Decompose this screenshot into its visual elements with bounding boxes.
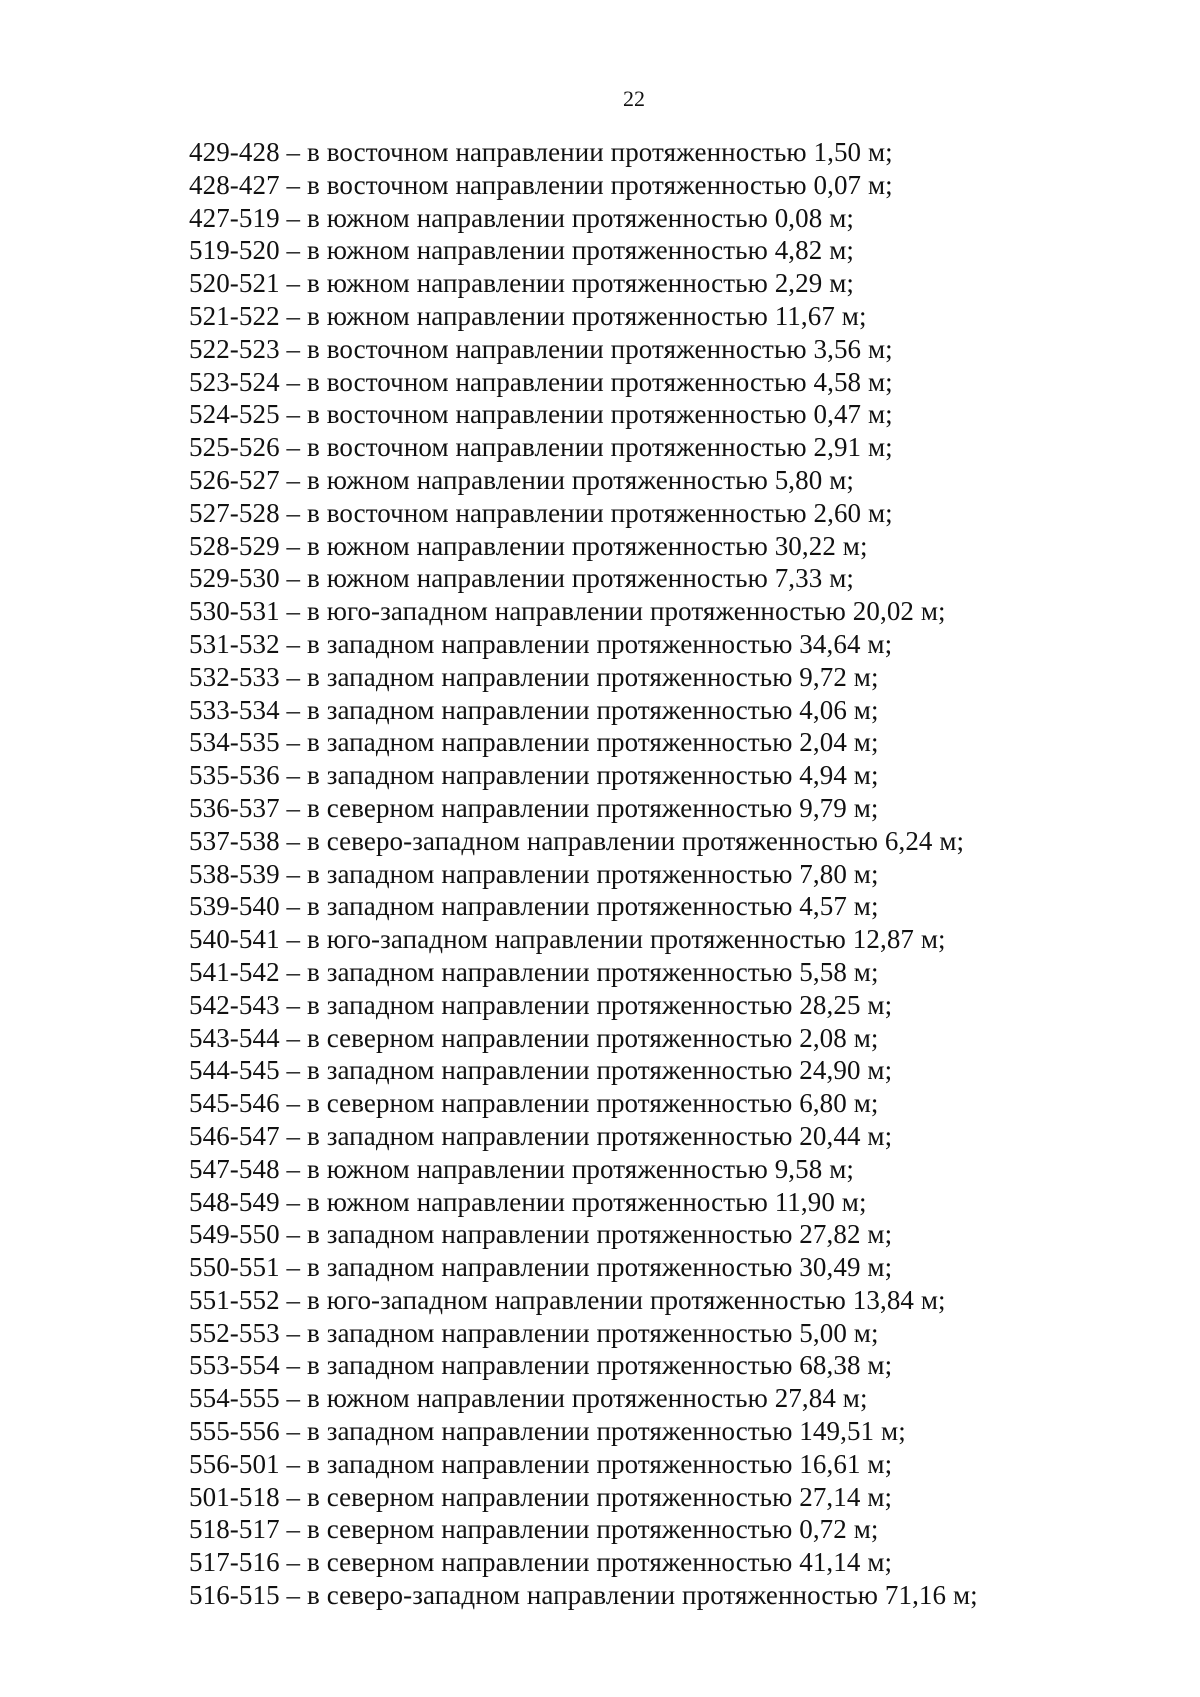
- segment-line: 537-538 – в северо-западном направлении протяженностью 6,24 м;: [189, 825, 965, 856]
- page-number: 22: [623, 86, 645, 111]
- segment-line: 528-529 – в южном направлении протяженностью 30,22 м;: [189, 530, 868, 561]
- segment-line: 545-546 – в северном направлении протяженностью 6,80 м;: [189, 1088, 879, 1119]
- boundary-segment-list: [189, 136, 978, 1612]
- segment-line: 517-516 – в северном направлении протяженностью 41,14 м;: [189, 1547, 893, 1578]
- segment-line: 516-515 – в северо-западном направлении протяженностью 71,16 м;: [189, 1580, 978, 1611]
- segment-line: 535-536 – в западном направлении протяженностью 4,94 м;: [189, 760, 879, 791]
- segment-line: 523-524 – в восточном направлении протяженностью 4,58 м;: [189, 366, 893, 397]
- segment-line: 550-551 – в западном направлении протяженностью 30,49 м;: [189, 1252, 893, 1283]
- segment-line: 555-556 – в западном направлении протяженностью 149,51 м;: [189, 1416, 906, 1447]
- segment-line: 542-543 – в западном направлении протяженностью 28,25 м;: [189, 989, 893, 1020]
- segment-line: 518-517 – в северном направлении протяженностью 0,72 м;: [189, 1514, 879, 1545]
- segment-line: 530-531 – в юго-западном направлении протяженностью 20,02 м;: [189, 596, 946, 627]
- segment-line: 544-545 – в западном направлении протяженностью 24,90 м;: [189, 1055, 893, 1086]
- segment-line: 541-542 – в западном направлении протяженностью 5,58 м;: [189, 956, 879, 987]
- segment-line: 521-522 – в южном направлении протяженностью 11,67 м;: [189, 300, 867, 331]
- segment-line: 536-537 – в северном направлении протяженностью 9,79 м;: [189, 792, 879, 823]
- segment-line: 552-553 – в западном направлении протяженностью 5,00 м;: [189, 1317, 879, 1348]
- segment-line: 522-523 – в восточном направлении протяженностью 3,56 м;: [189, 333, 893, 364]
- segment-line: 532-533 – в западном направлении протяженностью 9,72 м;: [189, 661, 879, 692]
- segment-line: 428-427 – в восточном направлении протяженностью 0,07 м;: [189, 169, 893, 200]
- segment-line: 526-527 – в южном направлении протяженностью 5,80 м;: [189, 464, 854, 495]
- segment-line: 534-535 – в западном направлении протяженностью 2,04 м;: [189, 727, 879, 758]
- segment-line: 549-550 – в западном направлении протяженностью 27,82 м;: [189, 1219, 893, 1250]
- segment-line: 531-532 – в западном направлении протяженностью 34,64 м;: [189, 628, 893, 659]
- segment-line: 529-530 – в южном направлении протяженностью 7,33 м;: [189, 563, 854, 594]
- segment-line: 553-554 – в западном направлении протяженностью 68,38 м;: [189, 1350, 893, 1381]
- segment-line: 427-519 – в южном направлении протяженностью 0,08 м;: [189, 202, 854, 233]
- segment-line: 520-521 – в южном направлении протяженностью 2,29 м;: [189, 268, 854, 299]
- segment-line: 554-555 – в южном направлении протяженностью 27,84 м;: [189, 1383, 868, 1414]
- segment-line: 519-520 – в южном направлении протяженностью 4,82 м;: [189, 235, 854, 266]
- segment-line: 538-539 – в западном направлении протяженностью 7,80 м;: [189, 858, 879, 889]
- segment-line: 533-534 – в западном направлении протяженностью 4,06 м;: [189, 694, 879, 725]
- segment-line: 539-540 – в западном направлении протяженностью 4,57 м;: [189, 891, 879, 922]
- segment-line: 525-526 – в восточном направлении протяженностью 2,91 м;: [189, 432, 893, 463]
- segment-line: 547-548 – в южном направлении протяженностью 9,58 м;: [189, 1153, 854, 1184]
- segment-line: 556-501 – в западном направлении протяженностью 16,61 м;: [189, 1448, 893, 1479]
- segment-line: 551-552 – в юго-западном направлении протяженностью 13,84 м;: [189, 1284, 946, 1315]
- segment-line: 546-547 – в западном направлении протяженностью 20,44 м;: [189, 1120, 893, 1151]
- segment-line: 501-518 – в северном направлении протяженностью 27,14 м;: [189, 1481, 893, 1512]
- segment-line: 548-549 – в южном направлении протяженностью 11,90 м;: [189, 1186, 867, 1217]
- segment-line: 543-544 – в северном направлении протяженностью 2,08 м;: [189, 1022, 879, 1053]
- segment-line: 540-541 – в юго-западном направлении протяженностью 12,87 м;: [189, 924, 946, 955]
- segment-line: 429-428 – в восточном направлении протяженностью 1,50 м;: [189, 137, 893, 167]
- segment-line: 527-528 – в восточном направлении протяженностью 2,60 м;: [189, 497, 893, 528]
- segment-line: 524-525 – в восточном направлении протяженностью 0,47 м;: [189, 399, 893, 430]
